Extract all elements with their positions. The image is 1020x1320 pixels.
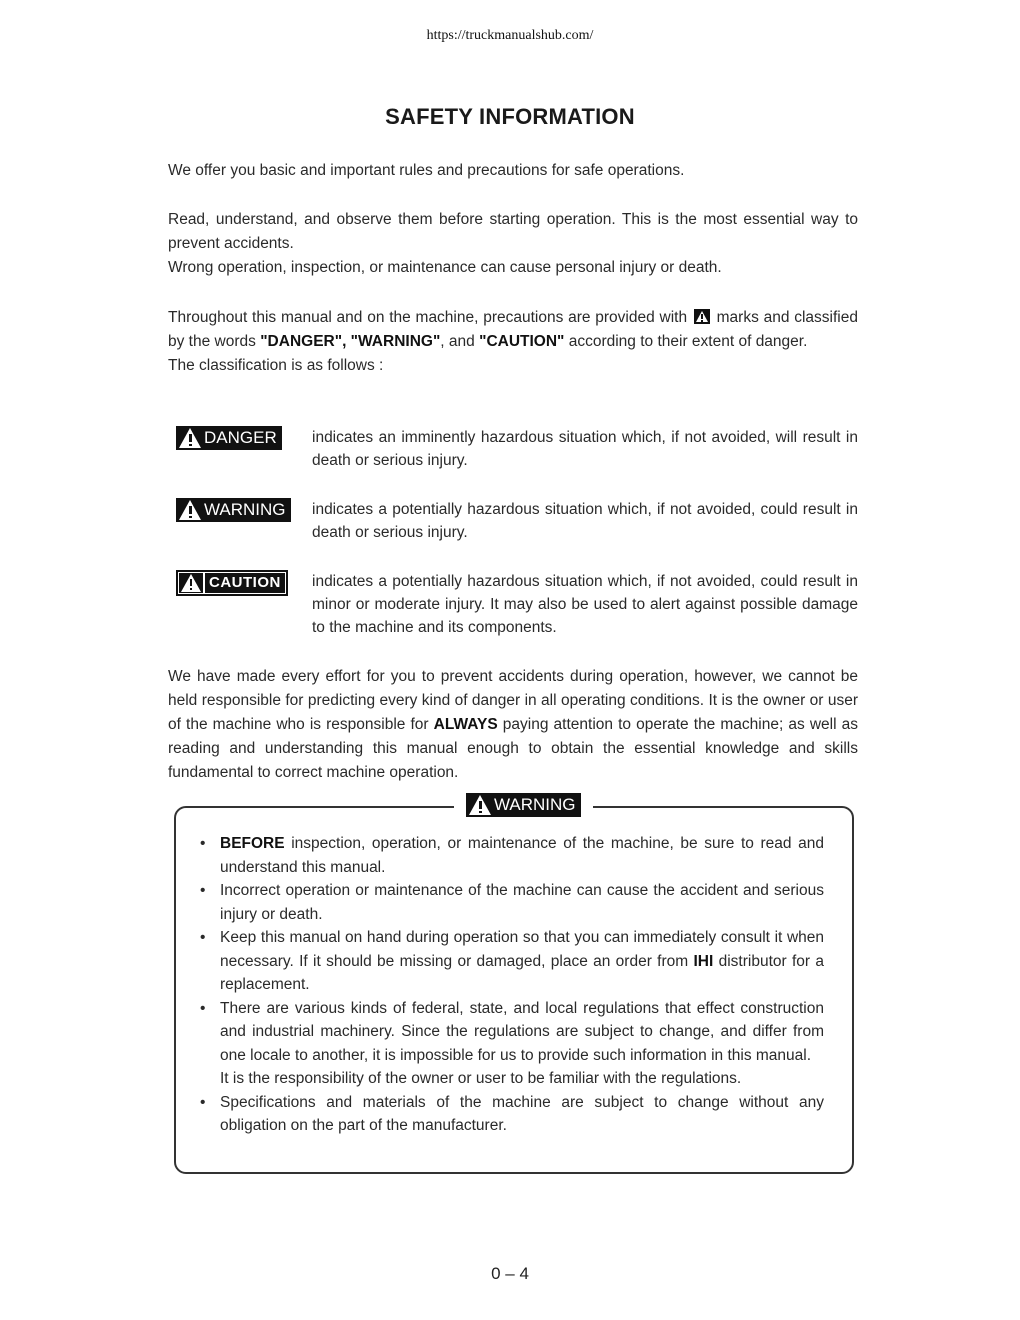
bullet: • [200, 882, 206, 899]
page-title: SAFETY INFORMATION [385, 104, 635, 129]
classification-text-1: Throughout this manual and on the machine, precautions are provided with [168, 309, 688, 326]
list-item [198, 1091, 824, 1138]
bullet: • [200, 1093, 206, 1111]
page-number: 0 – 4 [491, 1264, 529, 1283]
responsibility-paragraph [168, 665, 858, 785]
caution-badge [176, 570, 288, 598]
bullet: • [200, 835, 206, 852]
bullet: • [200, 999, 206, 1017]
responsibility-text-1: We have made every effort for you to prevent accidents during operation, however, we cannot be held responsible for predicting every kind of danger in all operating conditions. It is the owner or user of the machine who is responsible for [168, 668, 858, 733]
warning-badge [176, 498, 291, 525]
classification-text [168, 306, 858, 354]
classification-follows: The classification is as follows : [168, 357, 384, 374]
responsibility-text [168, 665, 858, 785]
classification-text-3: , and [440, 333, 475, 350]
warning-triangle-icon [179, 428, 201, 448]
caution-description: indicates a potentially hazardous situation which, if not avoided, could result in minor or moderate injury. It may also be used to alert against possible damage to the machine and its components. [312, 573, 858, 636]
always-emphasis: ALWAYS [433, 716, 498, 733]
safety-alert-icon [694, 309, 710, 324]
warning-triangle-icon [469, 795, 491, 815]
caution-row [176, 570, 858, 642]
read-text: Read, understand, and observe them before starting operation. This is the most essential way to prevent accidents. [168, 211, 858, 252]
danger-label: DANGER [204, 428, 277, 447]
list-item-text: It is the responsibility of the owner or user to be familiar with the regulations. [220, 1070, 742, 1087]
signal-word-caution: "CAUTION" [479, 333, 565, 350]
warning-triangle-icon [179, 500, 201, 520]
warning-description: indicates a potentially hazardous situation which, if not avoided, could result in death or serious injury. [312, 501, 858, 541]
list-item [198, 879, 824, 926]
classification-text-4: according to their extent of danger. [568, 333, 808, 350]
classification-paragraph [168, 306, 858, 378]
warning-row [176, 498, 858, 548]
warning-box-label: WARNING [494, 795, 576, 814]
list-item [198, 997, 824, 1091]
warning-list [198, 832, 824, 1138]
classification-text-2: marks and classified by the words [168, 309, 858, 350]
caution-label: CAUTION [205, 573, 285, 593]
list-item [198, 832, 824, 879]
read-paragraph [168, 208, 858, 280]
ihi-emphasis: IHI [693, 952, 714, 970]
wrong-operation-text: Wrong operation, inspection, or maintenance can cause personal injury or death. [168, 259, 722, 276]
danger-row [176, 426, 858, 476]
list-item [198, 926, 824, 997]
responsibility-text-2: paying attention to operate the machine; as well as reading and understanding this manual enough to obtain the essential knowledge and skills fundamental to correct machine operation. [168, 716, 858, 781]
signal-words-danger-warning: "DANGER", "WARNING" [260, 333, 441, 350]
list-item-text: Incorrect operation or maintenance of the machine can cause the accident and serious injury or death. [220, 882, 824, 923]
danger-description: indicates an imminently hazardous situation which, if not avoided, will result in death or serious injury. [312, 429, 858, 469]
warning-label: WARNING [204, 500, 286, 519]
bullet: • [200, 929, 206, 946]
source-url: https://truckmanualshub.com/ [426, 28, 594, 43]
intro-text: We offer you basic and important rules and precautions for safe operations. [168, 162, 685, 179]
list-item-text: There are various kinds of federal, state, and local regulations that effect construction and industrial machinery. Since the regulations are subject to change, and differ from one locale to another, it is impossible for us to provide such information in this manual. [220, 999, 824, 1064]
intro-paragraph [168, 159, 858, 183]
warning-box-badge [454, 793, 593, 819]
warning-triangle-icon [179, 573, 203, 593]
list-item-text: Specifications and materials of the machine are subject to change without any obligation on the part of the manufacturer. [220, 1093, 824, 1134]
before-emphasis: BEFORE [220, 835, 285, 852]
list-item-text: distributor for a replacement. [220, 952, 824, 993]
list-item-text: inspection, operation, or maintenance of the machine, be sure to read and understand this manual. [220, 835, 824, 876]
danger-badge [176, 426, 282, 453]
list-item-text: Keep this manual on hand during operation so that you can immediately consult it when necessary. If it should be missing or damaged, place an order from [220, 929, 824, 970]
